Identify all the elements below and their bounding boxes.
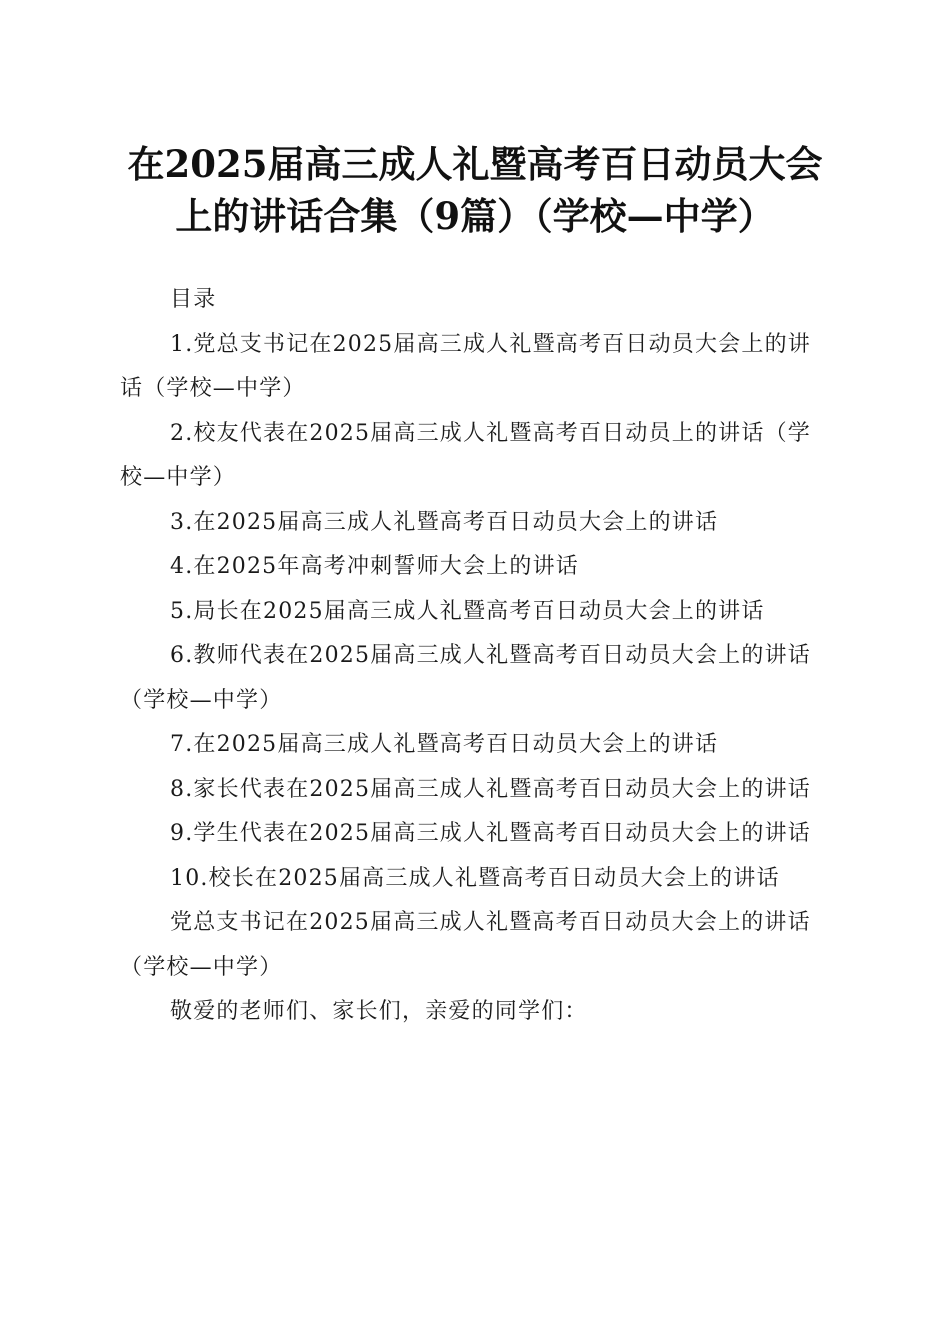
toc-item: 5.局长在2025届高三成人礼暨高考百日动员大会上的讲话 (170, 598, 765, 624)
toc-item: 1.党总支书记在2025届高三成人礼暨高考百日动员大会上的讲话（学校—中学） (120, 331, 811, 401)
toc-item: 3.在2025届高三成人礼暨高考百日动员大会上的讲话 (170, 509, 719, 535)
document-body (120, 278, 825, 1035)
document-title: 在2025届高三成人礼暨高考百日动员大会上的讲话合集（9篇）（学校—中学） (127, 142, 823, 238)
greeting: 敬爱的老师们、家长们，亲爱的同学们： (170, 999, 588, 1024)
toc-heading: 目录 (170, 287, 217, 312)
toc-item: 2.校友代表在2025届高三成人礼暨高考百日动员上的讲话（学校—中学） (120, 420, 811, 490)
toc-item: 8.家长代表在2025届高三成人礼暨高考百日动员大会上的讲话 (170, 776, 811, 802)
toc-item: 10.校长在2025届高三成人礼暨高考百日动员大会上的讲话 (170, 865, 780, 891)
section-title: 党总支书记在2025届高三成人礼暨高考百日动员大会上的讲话（学校—中学） (120, 910, 811, 980)
toc-item: 4.在2025年高考冲刺誓师大会上的讲话 (170, 554, 579, 579)
toc-item: 9.学生代表在2025届高三成人礼暨高考百日动员大会上的讲话 (170, 821, 811, 846)
toc-item: 7.在2025届高三成人礼暨高考百日动员大会上的讲话 (170, 732, 719, 757)
toc-item: 6.教师代表在2025届高三成人礼暨高考百日动员大会上的讲话（学校—中学） (120, 643, 811, 713)
